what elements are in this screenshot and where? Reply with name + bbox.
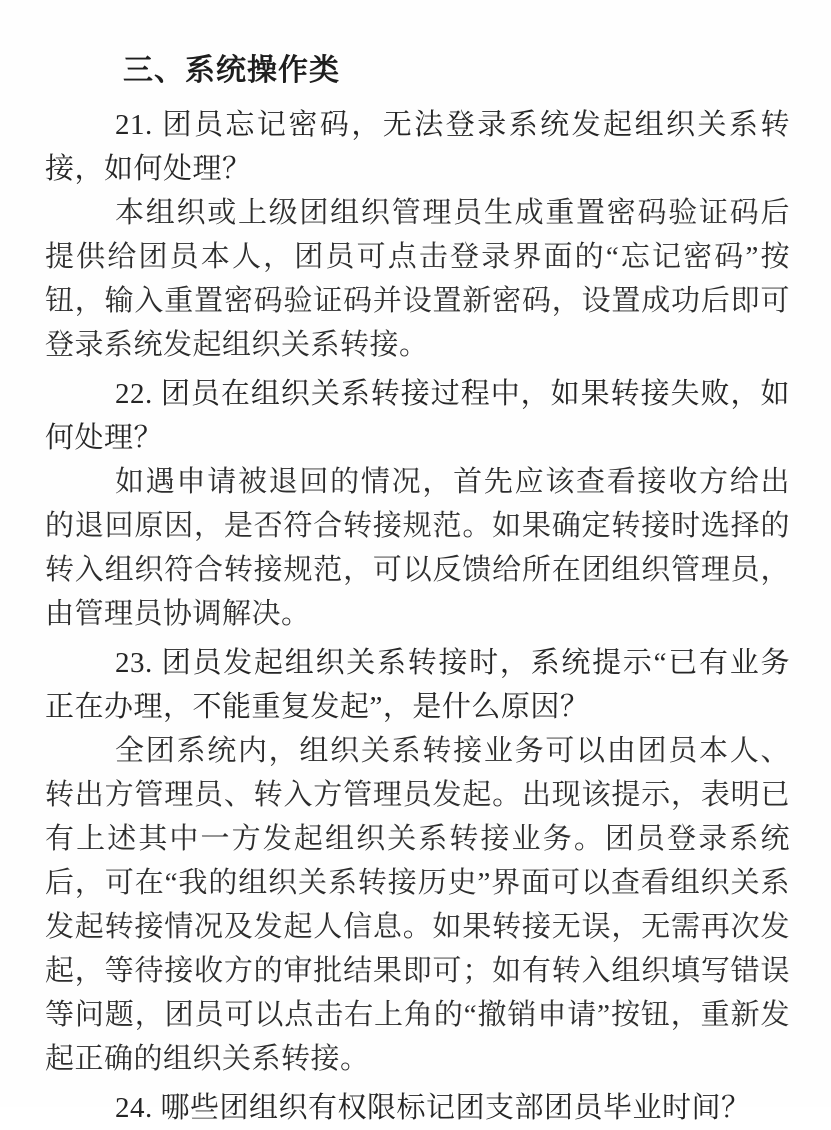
- question-paragraph: 21. 团员忘记密码，无法登录系统发起组织关系转接，如何处理？: [45, 109, 790, 185]
- answer-paragraph: 如遇申请被退回的情况，首先应该查看接收方给出的退回原因，是否符合转接规范。如果确定转接时选择的转入组织符合转接规范，可以反馈给所在团组织管理员，由管理员协调解决。: [45, 466, 790, 630]
- answer-paragraph: 全团系统内，组织关系转接业务可以由团员本人、转出方管理员、转入方管理员发起。出现该提示，表明已有上述其中一方发起组织关系转接业务。团员登录系统后，可在“我的组织关系转接历史”界面可以查看组织关系发起转接情况及发起人信息。如果转接无误，无需再次发起，等待接收方的审批结果即可；如有转入组织填写错误等问题，团员可以点击右上角的“撤销申请”按钮，重新发起正确的组织关系转接。: [45, 735, 790, 1075]
- question-paragraph: 24. 哪些团组织有权限标记团支部团员毕业时间？: [115, 1092, 751, 1124]
- question-paragraph: 22. 团员在组织关系转接过程中，如果转接失败，如何处理？: [45, 378, 790, 454]
- answer-paragraph: 本组织或上级团组织管理员生成重置密码验证码后提供给团员本人，团员可点击登录界面的“忘记密码”按钮，输入重置密码验证码并设置新密码，设置成功后即可登录系统发起组织关系转接。: [45, 197, 790, 361]
- document-body: [45, 103, 790, 1130]
- question-paragraph: 23. 团员发起组织关系转接时，系统提示“已有业务正在办理，不能重复发起”，是什么原因？: [45, 647, 790, 723]
- section-heading: 三、系统操作类: [123, 54, 340, 87]
